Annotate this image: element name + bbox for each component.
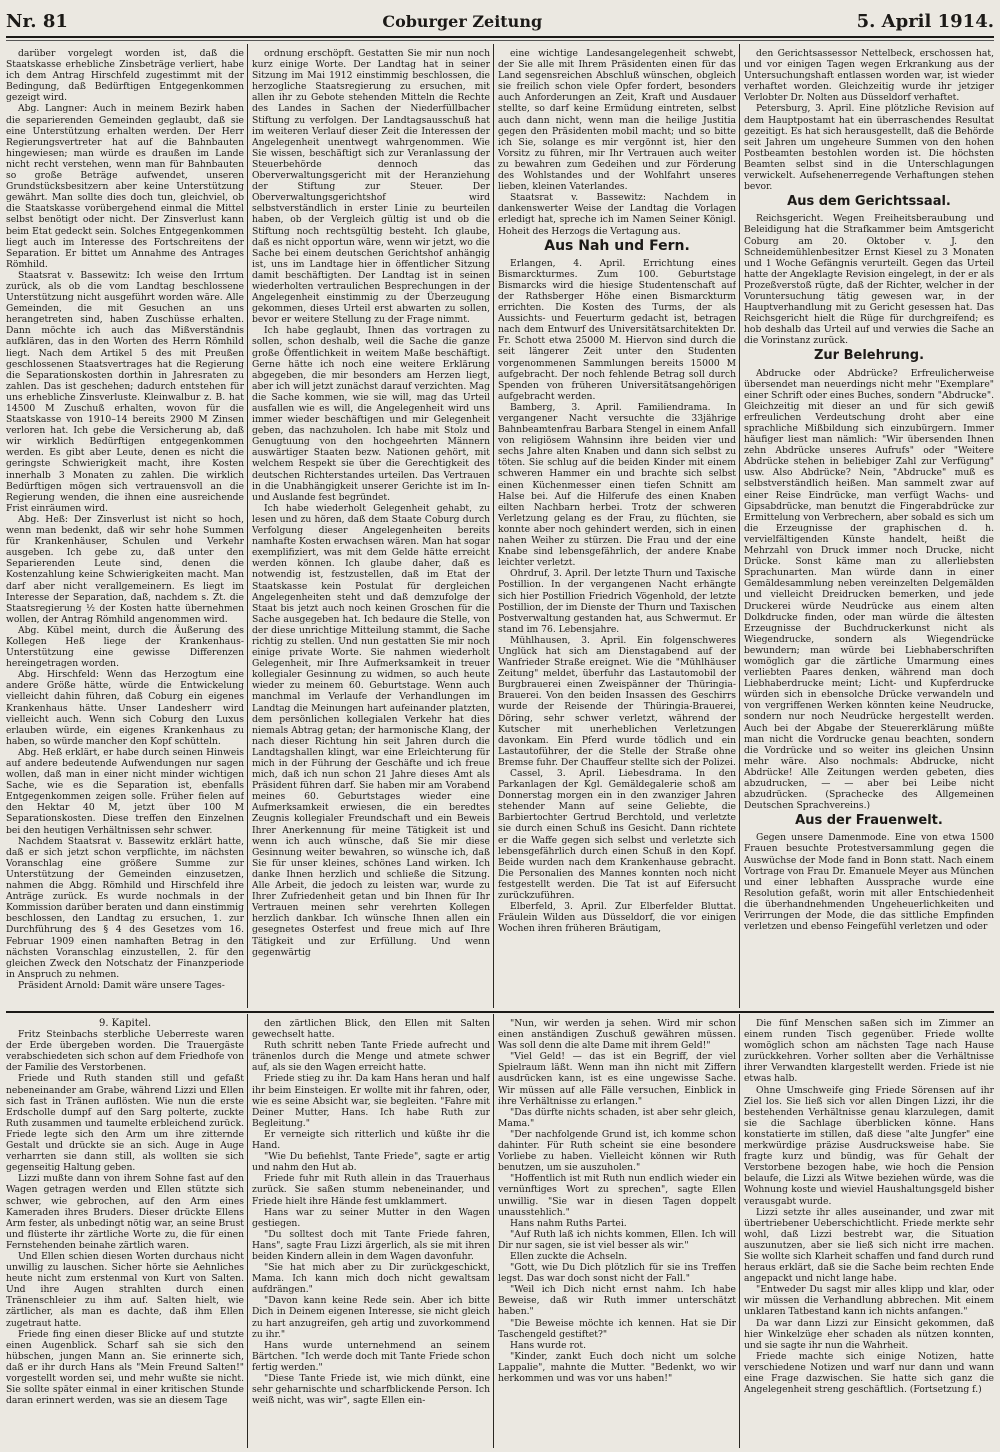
paragraph: Hans wurde unternehmend an seinem Bärtchen. "Ich werde doch mit Tante Friede schon fertig werden." — [252, 1339, 490, 1373]
chapter-heading: 9. Kapitel. — [98, 1018, 152, 1029]
paragraph: Hans nahm Ruths Partei. — [510, 1217, 627, 1229]
newspaper-title: Coburger Zeitung — [382, 11, 543, 31]
paragraph: Hans wurde rot. — [510, 1339, 586, 1351]
paragraph: "Diese Tante Friede ist, wie mich dünkt, eine sehr geharnischte und scharfblickende Person. Ich weiß nicht, was wir", sagte Ellen ein- — [252, 1373, 490, 1407]
paragraph: Da war dann Lizzi zur Einsicht gekommen, daß hier Winkelzüge eher schaden als nützen konnten, und sie sagte ihr nun die Wahrheit. — [744, 1317, 994, 1351]
paragraph: "Auf Ruth laß ich nichts kommen, Ellen. Ich will Dir nur sagen, sie ist viel besser als wir." — [498, 1228, 736, 1251]
paragraph: Abg. Heß erklärt, er habe durch seinen Hinweis auf andere bedeutende Aufwendungen nur sagen wollen, daß man in einer nicht minder wichtigen Sache, wie es die Separation ist, ebenfalls Entgegenkommen zeigen solle. Früher fielen auf den Hektar 40 M, jetzt über 100 M Separationskosten. Diese treffen den Einzelnen bei den heutigen Verhältnissen sehr schwer. — [6, 746, 244, 836]
column-divider — [739, 1014, 740, 1448]
paragraph: Staatsrat v. Bassewitz: Nachdem in dankenswerter Weise der Landtag die Vorlagen erledigt hat, spreche ich im Namen Seiner Königl. Hoheit des Herzogs die Vertagung aus. — [498, 192, 736, 237]
news-item: Gegen unsere Damenmode. Eine von etwa 1500 Frauen besuchte Protestversammlung gegen die Auswüchse der Mode fand in Bonn statt. Nach einem Vortrage von Frau Dr. Emanuele Meyer aus München und einer lebhaften Aussprache wurde eine Resolution gefaßt, worin mit aller Entschiedenheit die überhandnehmenden Ungeheuerlichkeiten und Verirrungen der Mode, die das sittliche Empfinden verletzen und ebenso Feingefühl verletzen und oder — [744, 832, 994, 933]
column-divider — [493, 1014, 494, 1448]
column-divider — [247, 44, 248, 1008]
paragraph: Friede fuhr mit Ruth allein in das Trauerhaus zurück. Sie saßen stumm nebeneinander, und Friede hielt ihre Hände fest umklammert. — [252, 1173, 490, 1207]
feuilleton-column-3 — [498, 1018, 736, 1448]
paragraph: Ich habe geglaubt, Ihnen das vortragen zu sollen, schon deshalb, weil die Sache die ganze große Öffentlichkeit in weitem Maße beschäftigt. Gerne hätte ich noch eine weitere Erklärung abgegeben, die mir besonders am Herzen liegt, aber ich will jetzt zunächst darauf verzichten. Mag die Sache kommen, wie sie will, mag das Urteil ausfallen wie es will, die Angelegenheit wird uns immer wieder beschäftigen und mir Gelegenheit geben, das nachzuholen. Ich habe mit Stolz und Genugtuung von den hochgeehrten Männern auswärtiger Staaten bezw. Nationen gehört, mit welchem Respekt sie über die Gerechtigkeit des deutschen Richterstandes urteilen. Das Vertrauen in die Unabhängigkeit unserer Gerichte ist im In- und Auslande fest begründet. — [252, 325, 490, 503]
paragraph: "Die Beweise möchte ich kennen. Hat sie Dir Taschengeld gestiftet?" — [498, 1317, 736, 1340]
paragraph: Friede machte sich einige Notizen, hatte verschiedene Notizen und warf nur dann und wann eine Frage dazwischen. Sie hatte sich ganz die Angelegenheit streng geschäftlich. (Fortsetzung f.) — [744, 1350, 994, 1396]
paragraph: "Wie Du befiehlst, Tante Friede", sagte er artig und nahm den Hut ab. — [252, 1151, 490, 1174]
feuilleton-column-1 — [6, 1018, 244, 1448]
paragraph: Hans war zu seiner Mutter in den Wagen gestiegen. — [252, 1206, 490, 1229]
paragraph: Friede fing einen dieser Blicke auf und stutzte einen Augenblick. Scharf sah sie sich den hübschen, jungen Mann an. Sie erinnerte sich, daß er ihr durch Hans als "Mein Freund Salten!" vorgestellt worden sei, und mehr wußte sie nicht. Sie sollte später einmal in einer kritischen Stunde daran erinnert werden, was sie an diesem Tage — [6, 1328, 244, 1407]
paragraph: "Kinder, zankt Euch doch nicht um solche Lappalie", mahnte die Mutter. "Bedenkt, wo wir herkommen und was vor uns haben!" — [498, 1350, 736, 1384]
paragraph: "Du solltest doch mit Tante Friede fahren, Hans", sagte Frau Lizzi ärgerlich, als sie mit ihren beiden Kindern allein in dem Wagen davonfuhr. — [252, 1228, 490, 1262]
paragraph: "Sie hat mich aber zu Dir zurückgeschickt, Mama. Ich kann mich doch nicht gewaltsam aufdrängen." — [252, 1262, 490, 1296]
paragraph: Ohne Umschweife ging Friede Sörensen auf ihr Ziel los. Sie ließ sich vor allen Dingen Lizzi, ihr die bestehenden Verhältnisse genau klarzulegen, damit sie die Sachlage überblicken könne. Hans konstatierte im stillen, daß diese "alte Jungfer" eine merkwürdige präzise Ausdrucksweise habe. Sie fragte kurz und bündig, was für Gehalt der Verstorbene bezogen habe, wie hoch die Pension belaufe, die Lizzi als Witwe beziehen würde, was die Wohnung koste und wieviel Haushaltungsgeld bisher verausgabt wurde. — [744, 1084, 994, 1207]
paragraph: Ruth schritt neben Tante Friede aufrecht und tränenlos durch die Menge und atmete schwer auf, als sie den Wagen erreicht hatte. — [252, 1040, 490, 1074]
section-header-gerichtssaal: Aus dem Gerichtssaal. — [787, 194, 951, 210]
column-divider — [739, 44, 740, 1008]
column-3 — [498, 48, 736, 1006]
section-header-frauenwelt: Aus der Frauenwelt. — [795, 813, 943, 829]
paragraph: Und Ellen schien diesen Worten durchaus nicht unwillig zu lauschen. Sicher hörte sie Aehnliches heute nicht zum erstenmal von Kurt von Salten. Und ihre Augen strahlten durch einen Tränenschleier zu ihm auf. Salten hielt, wie zärtlicher, als man es dachte, daß ihm Ellen zugetraut hatte. — [6, 1250, 244, 1329]
paragraph: Staatsrat v. Bassewitz: Ich weise den Irrtum zurück, als ob die vom Landtag beschlossene Unterstützung nicht ausgeführt worden wäre. Alle Gemeinden, die mit Gesuchen an uns herangetreten sind, haben Zuschüsse erhalten. Dann möchte ich auch das Mißverständnis aufklären, das in den Worten des Herrn Römhild liegt. Nach dem Artikel 5 des mit Preußen geschlossenen Staatsvertrages hat die Regierung die Separationskosten dorthin in Jahresraten zu zahlen. Das ist geschehen; dadurch entstehen für uns erhebliche Zinsverluste. Kleinwalbur z. B. hat 14500 M Zuschuß erhalten, wovon für die Staatskasse von 1910–14 bereits 2900 M Zinsen verloren hat. Ich gebe die Versicherung ab, daß wir wirklich Bedürftigen entgegenkommen werden. Es gibt aber Leute, denen es nicht die geringste Schwierigkeit macht, ihre Kosten innerhalb 3 Monaten zu zahlen. Die wirklich Bedürftigen mögen sich vertrauensvoll an die Regierung wenden, die ihnen eine ausreichende Frist einräumen wird. — [6, 269, 244, 514]
section-header-aus-nah-und-fern: Aus Nah und Fern. — [544, 237, 690, 254]
news-item: Elberfeld, 3. April. Zur Elberfelder Bluttat. Fräulein Wilden aus Düsseldorf, die vor einigen Wochen ihren früheren Bräutigam, — [498, 901, 736, 935]
paragraph: "Entweder Du sagst mir alles klipp und klar, oder wir müssen die Verhandlung abbrechen. Mit einem unklaren Tatbestand kann ich nichts anfangen." — [744, 1284, 994, 1318]
column-1 — [6, 48, 244, 1006]
paragraph: "Weil ich Dich nicht ernst nahm. Ich habe Beweise, daß wir Ruth immer unterschätzt haben." — [498, 1284, 736, 1318]
paragraph: Abg. Hirschfeld: Wenn das Herzogtum eine andere Größe hätte, würde die Entwickelung vielleicht dahin führen, daß Coburg ein eigenes Krankenhaus hätte. Unser Landesherr wird vielleicht auch. Wenn sich Coburg den Luxus erlauben würde, ein eigenes Krankenhaus zu haben, so würde mancher den Kopf schütteln. — [6, 669, 244, 747]
news-item: Erlangen, 4. April. Errichtung eines Bismarckturmes. Zum 100. Geburtstage Bismarcks wird die hiesige Studentenschaft auf der Rathsberger Höhe einen Bismarckturm errichten. Die Kosten des Turms, der als Aussichts- und Feuerturm gedacht ist, betragen nach dem Entwurf des Universitätsarchitekten Dr. Fr. Schott etwa 25000 M. Hiervon sind durch die seit längerer Zeit unter den Studenten vorgenommenen Sammlungen bereits 15000 M aufgebracht. Der noch fehlende Betrag soll durch Spenden von früheren Universitätsangehörigen aufgebracht werden. — [498, 257, 736, 402]
news-item: den Gerichtsassessor Nettelbeck, erschossen hat, und vor einigen Tagen wegen Erkrankung aus der Untersuchungshaft entlassen worden war, ist wieder verhaftet worden. Gleichzeitig wurde ihr jetziger Verlobter Dr. Nolten aus Düsseldorf verhaftet. — [744, 48, 994, 104]
paragraph: Abg. Langner: Auch in meinem Bezirk haben die separierenden Gemeinden geglaubt, daß sie eine Unterstützung erhalten werden. Der Herr Regierungsvertreter hat auf die Bahnbauten hingewiesen; man würde es draußen im Lande nicht recht verstehen, wenn man für Bahnbauten so große Beträge aufwendet, unseren Grundstücksbesitzern aber keine Unterstützung gewährt. Man sollte dies doch tun, gleichviel, ob die Staatskasse vorübergehend einmal die Mittel selbst benötigt oder nicht. Der Zinsverlust kann beim Etat gedeckt sein. Solches Entgegenkommen liegt auch im Interesse des Fortschreitens der Separation. Er bittet um Annahme des Antrages Römhild. — [6, 103, 244, 270]
paragraph: Fritz Steinbachs sterbliche Ueberreste waren der Erde übergeben worden. Die Trauergäste verabschiedeten sich schon auf dem Friedhofe von der Familie des Verstorbenen. — [6, 1029, 244, 1074]
paragraph: Abg. Heß: Der Zinsverlust ist nicht so hoch, wenn man bedenkt, daß wir sehr hohe Summen für Krankenhäuser, Schulen und Verkehr ausgeben. Ich gebe zu, daß unter den Separierenden Leute sind, denen die Kostenzahlung keine Schwierigkeiten macht. Man darf aber nicht verallgemeinern. Es liegt im Interesse der Separation, daß, nachdem s. Zt. die Staatsregierung ½ der Kosten hatte übernehmen wollen, der Antrag Römhild angenommen wird. — [6, 513, 244, 625]
column-divider — [247, 1014, 248, 1448]
paragraph: Nachdem Staatsrat v. Bassewitz erklärt hatte, daß er sich jetzt schon verpflichte, im nächsten Voranschlag eine größere Summe zur Unterstützung der Gemeinden einzusetzen, nahmen die Abgg. Römhild und Hirschfeld ihre Anträge zurück. Es wurde nochmals in der Kommission darüber beraten und dann einstimmig beschlossen, den Landtag zu ersuchen, 1. zur Durchführung des § 4 des Gesetzes vom 16. Februar 1909 einen namhaften Betrag in den nächsten Voranschlag einzustellen, 2. für den gleichen Zweck den Notschatz der Finanzperiode in Anspruch zu nehmen. — [6, 835, 244, 980]
feuilleton-rule — [6, 1011, 994, 1013]
issue-number: Nr. 81 — [6, 10, 68, 32]
news-item: Cassel, 3. April. Liebesdrama. In den Parkanlagen der Kgl. Gemäldegalerie schoß am Donnerstag morgen ein in den zwanziger Jahren stehender Mann auf seine Geliebte, die Barbiertochter Gertrud Berchtold, und verletzte sie durch einen Schuß ins Gesicht. Dann richtete er die Waffe gegen sich selbst und verletzte sich lebensgefährlich durch einen Schuß in den Kopf. Beide wurden nach dem Krankenhause gebracht. Die Personalien des Mannes konnten noch nicht festgestellt werden. Die Tat ist auf Eifersucht zurückzuführen. — [498, 768, 736, 902]
issue-date: 5. April 1914. — [856, 10, 994, 32]
column-divider — [493, 44, 494, 1008]
news-item: Abdrucke oder Abdrücke? Erfreulicherweise übersendet man neuerdings nicht mehr "Exemplare" einer Schrift oder eines Buches, sondern "Abdrucke". Gleichzeitig mit dieser an und für sich gewiß erfreulichen Verdeutschung droht aber eine sprachliche Mißbildung sich einzubürgern. Immer häufiger liest man nämlich: "Wir übersenden Ihnen zehn Abdrücke unseres Aufrufs" oder "Weitere Abdrücke stehen in beliebiger Zahl zur Verfügung" usw. Also Abdrücke? Nein, "Abdrucke" muß es selbstverständlich heißen. Man sammelt zwar auf einer Reise Eindrücke, man verfügt Wachs- und Gipsabdrücke, man benutzt die Fingerabdrücke zur Ermittelung von Verbrechern, aber sobald es sich um die Erzeugnisse der graphischen d. h. vervielfältigenden Künste handelt, heißt die Mehrzahl von Druck immer noch Drucke, nicht Drücke. Sonst käme man zu allerliebsten Sprachunarten. Man würde dann in einer Gemäldesammlung neben vereinzelten Delgemälden und vielleicht Dreidrucken bemerken, und jede Druckerei würde Neudrücke aus einem alten Dolkdrucke finden, oder man würde die ältesten Erzeugnisse der Buchdruckerkunst nicht als Wiegendrucke, sondern als Wiegendrücke bewundern; man würde bei Liebhaberschriften womöglich gar die zärtliche Umarmung eines verliebten Paares denken, während man doch Liebhaberdrucke meint; Licht- und Kupferdrucke würden sich in ebensolche Drücke verwandeln und von vergriffenen Werken könnten keine Neudrucke, sondern nur noch Neudrücke hergestellt werden. Auch bei der Abgabe der Steuererklärung müßte man nicht die Vordrucke genau beachten, sondern die Vordrücke und so weiter ins gleichen Unsinn mehr wäre. Also nochmals: Abdrucke, nicht Abdrücke! Alle Zeitungen werden gebeten, dies abzudrucken, — — aber bei Leibe nicht abzudrücken. (Sprachecke des Allgemeinen Deutschen Sprachvereins.) — [744, 367, 994, 812]
paragraph: "Der nachfolgende Grund ist, ich komme schon dahinter. Für Ruth scheint sie eine besondere Vorliebe zu haben. Vielleicht können wir Ruth benutzen, um sie auszuholen." — [498, 1128, 736, 1174]
paragraph: eine wichtige Landesangelegenheit schwebt, der Sie alle mit Ihrem Präsidenten einen für das Land segensreichen Abschluß wünschen, obgleich sie freilich schon viele Opfer fordert, besonders auch Anforderungen an Zeit, Kraft und Ausdauer stellte, so darf keine Ermüdung eintreten, selbst auch dann nicht, wenn man die heilige Justitia gegen den Präsidenten mobil macht; und so bitte ich Sie, solange es mir vergönnt ist, hier den Vorsitz zu führen, mir Ihr Vertrauen auch weiter zu bewahren zum Gedeihen und zur Förderung des Wohlstandes und der Wohlfahrt unseres lieben, kleinen Vaterlandes. — [498, 48, 736, 193]
paragraph: "Nun, wir werden ja sehen. Wird mir schon einen anständigen Zuschuß gewähren müssen. Was soll denn die alte Dame mit ihrem Geld!" — [498, 1018, 736, 1052]
feuilleton-column-4 — [744, 1018, 994, 1448]
column-4 — [744, 48, 994, 1006]
paragraph: Ellen zuckte die Achseln. — [510, 1250, 628, 1262]
news-item: Ohrdruf, 3. April. Der letzte Thurn und Taxische Postillion. In der vergangenen Nacht erhängte sich hier Postillion Friedrich Vögenhold, der letzte Postillion, der im Dienste der Thurn und Taxischen Postverwaltung gestanden hat, aus Schwermut. Er stand im 76. Lebensjahre. — [498, 568, 736, 635]
paragraph: Friede stieg zu ihr. Da kam Hans heran und half ihr beim Einsteigen. Er wollte mit ihr fahren, oder, wie es seine Absicht war, sie begleiten. "Fahre mit Deiner Mutter, Hans. Ich habe Ruth zur Begleitung." — [252, 1073, 490, 1129]
paragraph: darüber vorgelegt worden ist, daß die Staatskasse erhebliche Zinsbeträge verliert, habe ich dem Antrag Hirschfeld zugestimmt mit der Bedingung, daß Bedürftigen Entgegenkommen gezeigt wird. — [6, 48, 244, 104]
news-item: Reichsgericht. Wegen Freiheitsberaubung und Beleidigung hat die Strafkammer beim Amtsgericht Coburg am 20. Oktober v. J. den Schneidemühlenbesitzer Ernst Kiesel zu 3 Monaten und 1 Woche Gefängnis verurteilt. Gegen das Urteil hatte der Angeklagte Revision eingelegt, in der er als Prozeßverstoß rügte, daß der Richter, welcher in der Voruntersuchung tätig gewesen war, in der Hauptverhandlung mit zu Gericht gesessen hat. Das Reichsgericht hielt die Rüge für durchgreifend; es hob deshalb das Urteil auf und verwies die Sache an die Vorinstanz zurück. — [744, 213, 994, 347]
paragraph: Lizzi mußte dann von ihrem Sohne fast auf den Wagen getragen werden und Ellen stützte sich schwer, wie gebrochen, auf den Arm eines Kameraden ihres Bruders. Dieser drückte Ellens Arm fester, als unbedingt nötig war, an seine Brust und flüsterte ihr zärtliche Worte zu, die für einen Fernstehenden beinahe zärtlich waren. — [6, 1173, 244, 1251]
column-2 — [252, 48, 490, 1006]
news-item: Mühlhausen, 3. April. Ein folgenschweres Unglück hat sich am Dienstagabend auf der Wanfrieder Straße ereignet. Wie die "Mühlhäuser Zeitung" meldet, überfuhr das Lastautomobil der Burgbrauerei einen Zweispänner der Thüringia-Brauerei. Von den beiden Insassen des Geschirrs wurde der Reisende der Thüringia-Brauerei, Döring, sehr schwer verletzt, während der Kutscher mit unerheblichen Verletzungen davonkam. Ein Pferd wurde tödlich und ein Lastautoführer, der die Stelle der Straße ohne Bremse fuhr. Der Chauffeur stellte sich der Polizei. — [498, 634, 736, 768]
paragraph: "Das dürfte nichts schaden, ist aber sehr gleich, Mama." — [498, 1106, 736, 1129]
paragraph: Abg. Kübel meint, durch die Äußerung des Kollegen Heß liege der Krankenhaus-Unterstützung eine gewisse Differenzen hereingetragen worden. — [6, 624, 244, 670]
paragraph: "Davon kann keine Rede sein. Aber ich bitte Dich in Deinem eigenen Interesse, sie nicht gleich zu hart anzugreifen, geh artig und zuvorkommend zu ihr." — [252, 1295, 490, 1340]
top-rule — [6, 40, 994, 41]
paragraph: "Viel Geld! — das ist ein Begriff, der viel Spielraum läßt. Wenn man ihn nicht mit Ziffern ausdrücken kann, ist es eine ungewisse Sache. Wir müssen auf alle Fälle versuchen, Einblick in ihre Verhältnisse zu erlangen." — [498, 1051, 736, 1107]
news-item: Bamberg, 3. April. Familiendrama. In vergangener Nacht versuchte die 33jährige Bahnbeamtenfrau Barbara Stengel in einem Anfall von religiösem Wahnsinn ihre beiden vier und sechs Jahre alten Knaben und dann sich selbst zu töten. Sie schlug auf die beiden Kinder mit einem schweren Hammer ein und brachte sich selbst einen Küchenmesser einen tiefen Schnitt am Halse bei. Auf die Hilferufe des einen Knaben eilten Nachbarn herbei. Trotz der schweren Verletzung gelang es der Frau, zu flüchten, sie konnte aber noch gehindert werden, sich in einen nahen Weiher zu stürzen. Die Frau und der eine Knabe sind lebensgefährlich, der andere Knabe leichter verletzt. — [498, 401, 736, 569]
section-header-belehrung: Zur Belehrung. — [813, 348, 925, 364]
paragraph: den zärtlichen Blick, den Ellen mit Salten gewechselt hatte. — [252, 1018, 490, 1041]
paragraph: "Hoffentlich ist mit Ruth nun endlich wieder ein vernünftiges Wort zu sprechen", sagte Ellen unwillig. "Sie war in diesen Tagen doppelt unausstehlich." — [498, 1173, 736, 1218]
paragraph: Präsident Arnold: Damit wäre unsere Tages- — [18, 979, 225, 991]
masthead — [6, 6, 994, 38]
paragraph: Ich habe wiederholt Gelegenheit gehabt, zu lesen und zu hören, daß dem Staate Coburg durch Verfolgung dieser Angelegenheiten bereits namhafte Kosten erwachsen wären. Man hat sogar exemplifiziert, was mit dem Gelde hätte erreicht werden können. Ich glaube daher, daß es notwendig ist, festzustellen, daß im Etat der Staatskasse kein Postulat für dergleichen Angelegenheiten steht und daß demzufolge der Staat bis jetzt auch noch keinen Groschen für die Sache ausgegeben hat. Ich bedaure die Stelle, von der diese unrichtige Mitteilung stammt, die Sache richtig zu stellen. Und nun gestatten Sie mir noch einige private Worte. Sie nahmen wiederholt Gelegenheit, mir Ihre Aufmerksamkeit in treuer kollegialer Gesinnung zu widmen, so auch heute wieder zu meinem 60. Geburtstage. Wenn auch manchmal im Verlaufe der Verhandlungen im Landtag die Meinungen hart aufeinander platzten, dem persönlichen kollegialen Verkehr hat dies niemals Abtrag getan; der harmonische Klang, der nach dieser Richtung hin seit Jahren durch die Landtagshallen klingt, war eine Erleichterung für mich in der Führung der Geschäfte und ich freue mich, daß ich nun schon 21 Jahre dieses Amt als Präsident führen darf. Sie haben mir am Vorabend meines 60. Geburtstages wieder eine Aufmerksamkeit erwiesen, die ein beredtes Zeugnis kollegialer Freundschaft und ein Beweis Ihrer Anerkennung für meine Tätigkeit ist und wenn ich auch wünsche, daß Sie mir diese Gesinnung weiter bewahren, so wünsche ich, daß Sie für unser kleines, schönes Land wirken. Ich danke Ihnen herzlich und schließe die Sitzung. Alle Arbeit, die jedoch zu leisten war, wurde zu Ihrer Zufriedenheit getan und bin Ihnen für Ihr Vertrauen meinen sehr verehrten Kollegen herzlich dankbar. Ich wünsche Ihnen allen ein gesegnetes Osterfest und freue mich auf Ihre Tätigkeit und zur Erfüllung. Und wenn gegenwärtig — [252, 502, 490, 958]
news-item: Petersburg, 3. April. Eine plötzliche Revision auf dem Hauptpostamt hat ein überraschendes Resultat gezeitigt. Es hat sich herausgestellt, daß die Behörde seit Jahren um ungeheure Summen von den hohen Postbeamten bestohlen worden ist. Die höchsten Beamten selbst sind in die Unterschlagungen verwickelt. Aufsehenerregende Verhaftungen stehen bevor. — [744, 103, 994, 193]
feuilleton-column-2 — [252, 1018, 490, 1448]
paragraph: Die fünf Menschen saßen sich im Zimmer an einem runden Tisch gegenüber. Friede wollte womöglich schon am nächsten Tage nach Hause zurückkehren. Vorher sollten aber die Verhältnisse ihrer Verwandten klargestellt werden. Friede ist nie etwas halb. — [744, 1018, 994, 1085]
paragraph: "Gott, wie Du Dich plötzlich für sie ins Treffen legst. Das war doch sonst nicht der Fall." — [498, 1262, 736, 1285]
paragraph: ordnung erschöpft. Gestatten Sie mir nun noch kurz einige Worte. Der Landtag hat in seiner Sitzung im Mai 1912 einstimmig beschlossen, die herzogliche Staatsregierung zu ersuchen, mit allen ihr zu Gebote stehenden Mitteln die Rechte des Landes in Sachen der Niederfüllbacher Stiftung zu verfolgen. Der Landtagsausschuß hat im weiteren Verlauf dieser Zeit die Interessen der Angelegenheit unentwegt wahrgenommen. Wie Sie wissen, beschäftigt sich zur Veranlassung der Steuerbehörde dennoch das Oberverwaltungsgericht mit der Heranziehung der Stiftung zur Steuer. Der Oberverwaltungsgerichtshof wird selbstverständlich in erster Linie zu beurteilen haben, ob der Vergleich gültig ist und ob die Stiftung noch rechtsgültig besteht. Ich glaube, daß es nicht opportun wäre, wenn wir jetzt, wo die Sache bei einem deutschen Gerichtshof anhängig ist, uns im Landtage hier in öffentlicher Sitzung damit beschäftigten. Der Landtag ist in seinen wiederholten vertraulichen Besprechungen in der Angelegenheit einstimmig zu der Überzeugung gekommen, dieses Urteil erst abwarten zu sollen, bevor er weitere Stellung zu der Frage nimmt. — [252, 48, 490, 326]
paragraph: Er verneigte sich ritterlich und küßte ihr die Hand. — [252, 1128, 490, 1152]
paragraph: Lizzi setzte ihr alles auseinander, und zwar mit übertriebener Ueberschichtlicht. Friede merkte sehr wohl, daß Lizzi bestrebt war, die Situation auszunutzen, aber sie ließ sich nicht irre machen. Sie wollte sich Klarheit schaffen und fand durch rund heraus erklärt, daß sie die Sache beim rechten Ende angepackt und nicht lange habe. — [744, 1206, 994, 1285]
paragraph: Friede und Ruth standen still und gefaßt nebeneinander am Grabe, während Lizzi und Ellen sich fast in Tränen auflösten. Wie nun die erste Erdscholle dumpf auf den Sarg polterte, zuckte Ruth zusammen und taumelte erbleichend zurück. Friede legte sich den Arm um ihre zitternde Gestalt und drückte sie an sich. Auge in Auge verharrten sie dann still, als wollten sie sich gegenseitig Haltung geben. — [6, 1073, 244, 1174]
